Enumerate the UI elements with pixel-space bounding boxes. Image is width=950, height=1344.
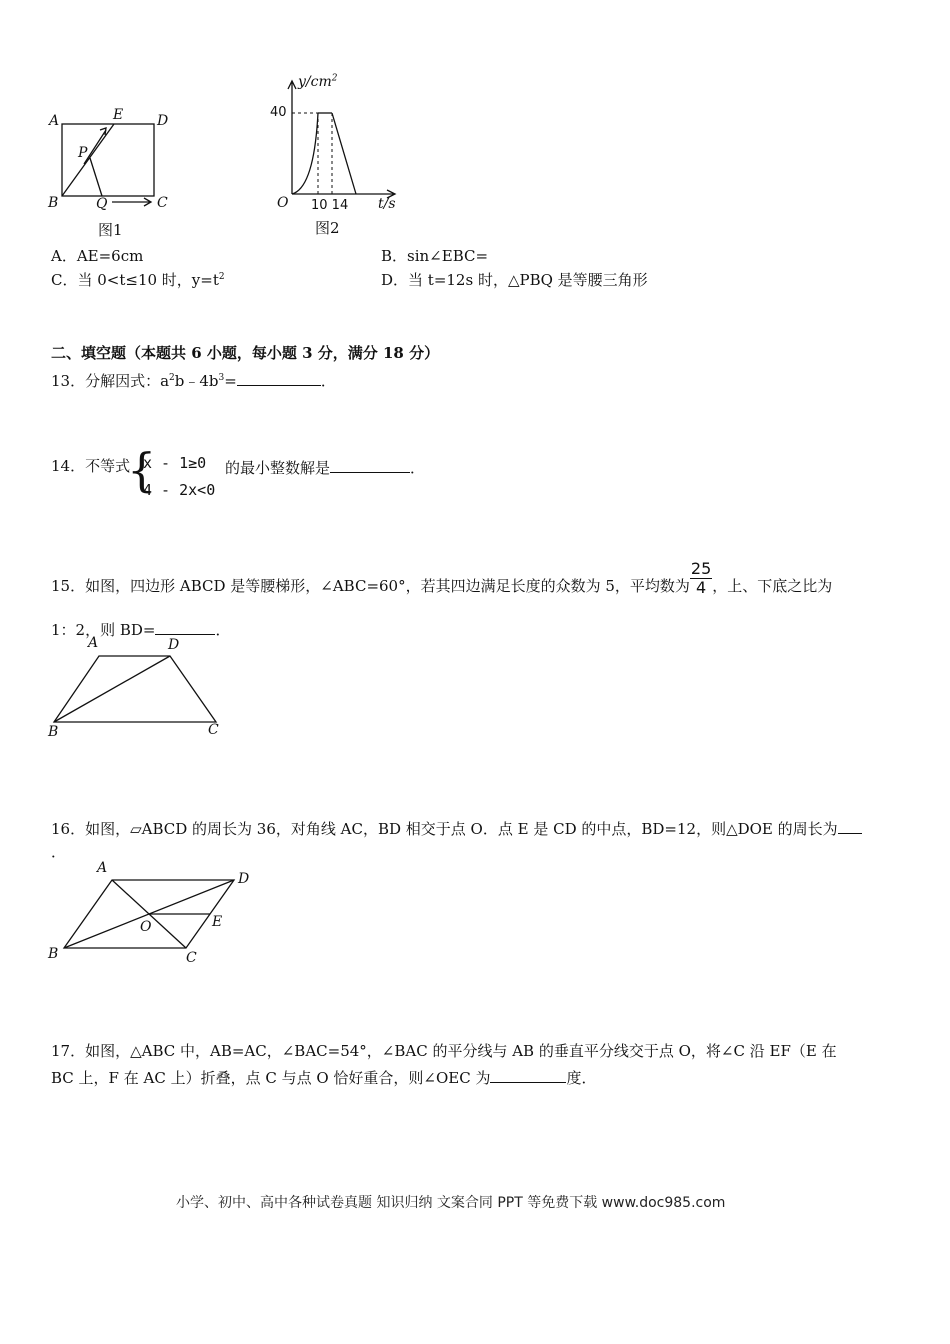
fig2-caption: 图2 bbox=[315, 219, 340, 237]
parallelogram-label-a: A bbox=[97, 860, 108, 876]
answer-blank-13[interactable] bbox=[237, 369, 321, 386]
answer-blank-15[interactable] bbox=[155, 618, 215, 635]
answer-blank-16[interactable] bbox=[838, 817, 862, 834]
fig2-y-axis-label: $y/cm^2$ bbox=[298, 73, 338, 90]
fraction-25-over-4: $\frac{25}{4}$ bbox=[690, 558, 712, 597]
parallelogram-label-b: B bbox=[48, 946, 59, 962]
parallelogram-label-o: O bbox=[140, 919, 152, 935]
trapezoid-label-b: B bbox=[48, 724, 59, 740]
question-14-suffix: 的最小整数解是 ． bbox=[225, 456, 425, 478]
question-15-line-2: 1：2，则 BD= ． bbox=[51, 618, 231, 640]
fig2-x-axis-label: t/s bbox=[378, 196, 396, 212]
fig2-x-ticks: 10 14 bbox=[311, 198, 349, 213]
parallelogram-figure bbox=[44, 866, 254, 966]
fig1-label-d: D bbox=[157, 113, 169, 129]
trapezoid-label-a: A bbox=[88, 635, 99, 651]
fig2-origin-label: O bbox=[277, 195, 289, 211]
question-17-line-2: BC 上，F 在 AC 上）折叠，点 C 与点 O 恰好重合，则∠OEC 为 度． bbox=[51, 1066, 597, 1088]
option-a: A．AE=6cm bbox=[51, 247, 144, 265]
option-b: B．sin∠EBC= bbox=[381, 247, 489, 265]
option-c: C．当 0<t≤10 时，$y=t^2$ bbox=[51, 271, 225, 289]
fig1-label-c: C bbox=[157, 195, 168, 211]
inequality-line-1: x - 1≥0 bbox=[143, 454, 207, 472]
fig1-caption: 图1 bbox=[98, 221, 123, 239]
fig2-y-tick-40: 40 bbox=[270, 105, 287, 120]
inequality-line-2: 4 - 2x<0 bbox=[143, 481, 216, 499]
fig1-label-e: E bbox=[113, 107, 124, 123]
trapezoid-figure bbox=[44, 644, 234, 744]
system-brace: { bbox=[127, 443, 157, 497]
question-16-line-1: 16．如图，▱ABCD 的周长为 36，对角线 AC，BD 相交于点 O．点 E 是 CD 的中点，BD=12，则△DOE 的周长为 bbox=[51, 817, 862, 839]
parallelogram-label-e: E bbox=[212, 914, 223, 930]
parallelogram-label-d: D bbox=[238, 871, 250, 887]
question-14-prefix: 14．不等式 bbox=[51, 457, 131, 475]
fig1-label-b: B bbox=[48, 195, 59, 211]
fig1-label-a: A bbox=[49, 113, 60, 129]
question-17-line-1: 17．如图，△ABC 中，AB=AC，∠BAC=54°，∠BAC 的平分线与 AB 的垂直平分线交于点 O，将∠C 沿 EF（E 在 bbox=[51, 1042, 837, 1060]
page-footer: 小学、初中、高中各种试卷真题 知识归纳 文案合同 PPT 等免费下载 www.doc985.com bbox=[176, 1195, 726, 1211]
answer-blank-17[interactable] bbox=[490, 1066, 566, 1083]
parallelogram-label-c: C bbox=[186, 950, 197, 966]
fig1-label-p: P bbox=[78, 145, 88, 161]
answer-blank-14[interactable] bbox=[330, 456, 410, 473]
question-13: 13．分解因式：$a^2b﹣4b^3=$ ． bbox=[51, 369, 336, 391]
trapezoid-label-d: D bbox=[168, 637, 180, 653]
question-15-line-1: 15．如图，四边形 ABCD 是等腰梯形，∠ABC=60°，若其四边满足长度的众数为 5，平均数为 $\frac{25}{4}$ ，上、下底之比为 bbox=[51, 558, 833, 597]
fig1-label-q: Q bbox=[96, 196, 108, 212]
option-d: D．当 t=12s 时，△PBQ 是等腰三角形 bbox=[381, 271, 648, 289]
trapezoid-label-c: C bbox=[208, 722, 219, 738]
question-16-line-2: ． bbox=[51, 843, 67, 861]
section-2-heading: 二、填空题（本题共 6 小题，每小题 3 分，满分 18 分） bbox=[51, 344, 440, 362]
